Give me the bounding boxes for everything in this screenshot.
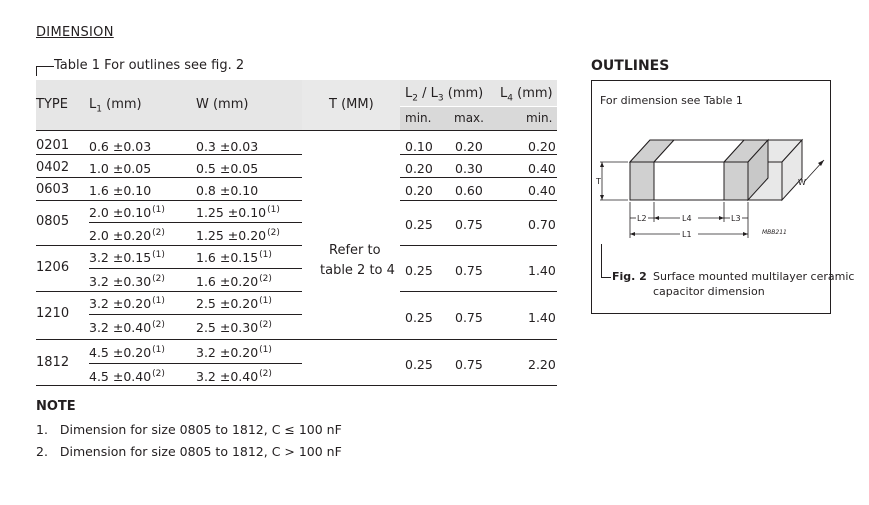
- row-rule: [36, 200, 302, 201]
- row-rule: [400, 177, 557, 178]
- dim-l4-label: L4: [682, 214, 692, 223]
- type-1812: 1812: [36, 355, 70, 370]
- fig-caption-line2: capacitor dimension: [653, 285, 765, 298]
- max-1812: 0.75: [455, 357, 483, 372]
- l1b-1206: $3.2 \pm 0.30^{(2)}$: [89, 274, 165, 289]
- row-rule: [400, 245, 557, 246]
- wa-1812: $3.2 \pm 0.20^{(1)}$: [196, 345, 272, 360]
- header-l1: $L_1$ (mm): [89, 97, 142, 115]
- sub-row-rule: [89, 222, 302, 223]
- header-type: TYPE: [36, 97, 68, 112]
- dim-t-label: T: [596, 177, 601, 186]
- type-0201: 0201: [36, 138, 70, 153]
- row-rule: [36, 177, 302, 178]
- l1-0603: 1.6 ±0.10: [89, 183, 152, 198]
- fig-label: Fig. 2: [612, 270, 647, 283]
- row-rule: [400, 291, 557, 292]
- header-l4-min: min.: [526, 111, 553, 125]
- min-0805: 0.25: [405, 217, 433, 232]
- wb-1210: $2.5 \pm 0.30^{(2)}$: [196, 320, 272, 335]
- min-0603: 0.20: [405, 183, 433, 198]
- header-rule: [36, 130, 557, 131]
- sub-row-rule: [89, 314, 302, 315]
- header-min: min.: [405, 111, 432, 125]
- l4-1812: 2.20: [528, 357, 556, 372]
- type-0603: 0603: [36, 182, 70, 197]
- wb-1812: $3.2 \pm 0.40^{(2)}$: [196, 369, 272, 384]
- l1a-0805: $2.0 \pm 0.10^{(1)}$: [89, 205, 165, 220]
- note-item-1: 1. Dimension for size 0805 to 1812, C ≤ 100 nF: [36, 422, 342, 437]
- sub-row-rule: [89, 268, 302, 269]
- w-0402: 0.5 ±0.05: [196, 161, 259, 176]
- max-0603: 0.60: [455, 183, 483, 198]
- row-rule: [400, 154, 557, 155]
- max-1206: 0.75: [455, 263, 483, 278]
- l1b-1210: $3.2 \pm 0.40^{(2)}$: [89, 320, 165, 335]
- note-item-2: 2. Dimension for size 0805 to 1812, C > 100 nF: [36, 444, 342, 459]
- min-0201: 0.10: [405, 139, 433, 154]
- dim-l2-label: L2: [637, 214, 647, 223]
- type-0402: 0402: [36, 160, 70, 175]
- caption-bracket-vertical: [36, 66, 37, 76]
- table-bottom-rule: [36, 385, 557, 386]
- wa-1210: $2.5 \pm 0.20^{(1)}$: [196, 296, 272, 311]
- l1a-1206: $3.2 \pm 0.15^{(1)}$: [89, 250, 165, 265]
- table-caption: Table 1 For outlines see fig. 2: [54, 58, 245, 73]
- l1a-1812: $4.5 \pm 0.20^{(1)}$: [89, 345, 165, 360]
- w-0603: 0.8 ±0.10: [196, 183, 259, 198]
- wb-1206: $1.6 \pm 0.20^{(2)}$: [196, 274, 272, 289]
- dim-w-label: W: [798, 178, 806, 187]
- max-0805: 0.75: [455, 217, 483, 232]
- type-1206: 1206: [36, 260, 70, 275]
- l4-0603: 0.40: [528, 183, 556, 198]
- max-0402: 0.30: [455, 161, 483, 176]
- l4-0201: 0.20: [528, 139, 556, 154]
- outline-note: For dimension see Table 1: [600, 94, 743, 107]
- l1-0201: 0.6 ±0.03: [89, 139, 152, 154]
- caption-bracket-horizontal: [36, 66, 54, 67]
- row-rule: [36, 291, 302, 292]
- figure-code: MBB211: [762, 229, 787, 236]
- l4-0805: 0.70: [528, 217, 556, 232]
- row-rule: [36, 339, 557, 340]
- l1-0402: 1.0 ±0.05: [89, 161, 152, 176]
- outlines-title: OUTLINES: [591, 58, 670, 74]
- header-l2-l3: $L_2 / L_3$ (mm): [405, 86, 484, 104]
- wb-0805: $1.25 \pm 0.20^{(2)}$: [196, 228, 280, 243]
- header-t: T (MM): [329, 97, 374, 112]
- l4-0402: 0.40: [528, 161, 556, 176]
- fig-caption-bracket-horizontal: [601, 277, 611, 278]
- l1b-0805: $2.0 \pm 0.20^{(2)}$: [89, 228, 165, 243]
- max-1210: 0.75: [455, 310, 483, 325]
- l4-1206: 1.40: [528, 263, 556, 278]
- row-rule: [36, 245, 302, 246]
- min-1206: 0.25: [405, 263, 433, 278]
- header-w: W (mm): [196, 97, 249, 112]
- l1b-1812: $4.5 \pm 0.40^{(2)}$: [89, 369, 165, 384]
- section-title: DIMENSION: [36, 25, 114, 40]
- header-l4: $L_4$ (mm): [500, 86, 553, 104]
- fig-caption-bracket-vertical: [601, 244, 602, 278]
- l4-1210: 1.40: [528, 310, 556, 325]
- min-1210: 0.25: [405, 310, 433, 325]
- row-rule: [400, 200, 557, 201]
- l1a-1210: $3.2 \pm 0.20^{(1)}$: [89, 296, 165, 311]
- min-1812: 0.25: [405, 357, 433, 372]
- wa-0805: $1.25 \pm 0.10^{(1)}$: [196, 205, 280, 220]
- header-max: max.: [454, 111, 484, 125]
- w-0201: 0.3 ±0.03: [196, 139, 259, 154]
- dim-l1-label: L1: [682, 230, 692, 239]
- dim-l3-label: L3: [731, 214, 741, 223]
- header-bg-left: [36, 80, 302, 130]
- type-1210: 1210: [36, 306, 70, 321]
- sub-row-rule: [89, 363, 302, 364]
- fig-caption-line1: Surface mounted multilayer ceramic: [653, 270, 855, 283]
- capacitor-outline-diagram: [592, 110, 830, 245]
- type-0805: 0805: [36, 214, 70, 229]
- t-refer-line2: table 2 to 4: [320, 263, 395, 278]
- wa-1206: $1.6 \pm 0.15^{(1)}$: [196, 250, 272, 265]
- t-refer-line1: Refer to: [329, 243, 381, 258]
- min-0402: 0.20: [405, 161, 433, 176]
- note-title: NOTE: [36, 399, 76, 414]
- row-rule: [36, 154, 302, 155]
- max-0201: 0.20: [455, 139, 483, 154]
